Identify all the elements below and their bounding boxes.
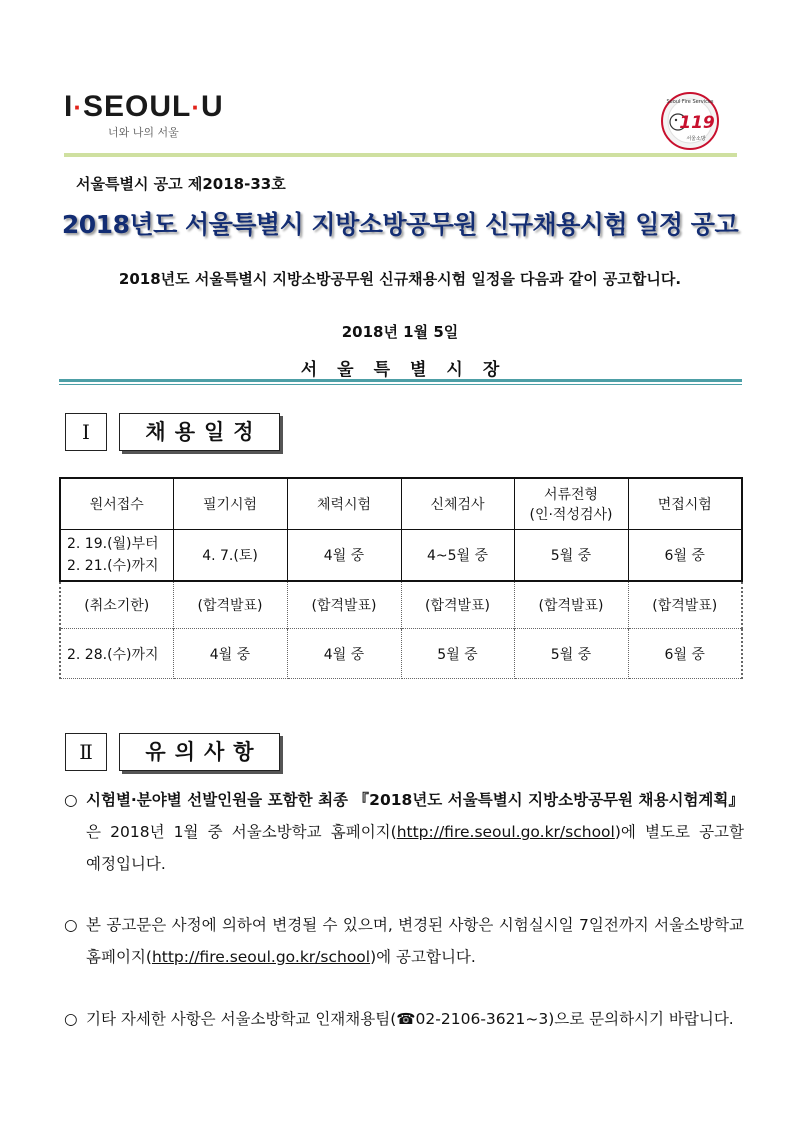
table-cell: 5월 중 (514, 530, 628, 582)
table-cell: 2. 19.(월)부터 2. 21.(수)까지 (60, 530, 173, 582)
table-cell: 5월 중 (514, 629, 628, 679)
intro-text: 2018년도 서울특별시 지방소방공무원 신규채용시험 일정을 다음과 같이 공고합니다. (118, 270, 682, 288)
table-cell: 2. 28.(수)까지 (60, 629, 173, 679)
section-2-number: Ⅱ (65, 733, 107, 771)
table-header-row (60, 478, 742, 530)
issuer-name: 서울특별시장 (300, 360, 520, 380)
bullet-circle-icon: ○ (64, 1010, 78, 1028)
table-cell: 4월 중 (287, 530, 401, 582)
header-divider (64, 153, 737, 157)
bullet-circle-icon: ○ (64, 791, 78, 809)
table-cell: 4. 7.(토) (173, 530, 287, 582)
school-homepage-link[interactable]: http://fire.seoul.go.kr/school (396, 823, 615, 841)
page-title: 2018년도 서울특별시 지방소방공무원 신규채용시험 일정 공고 (61, 210, 739, 239)
svg-text:119: 119 (679, 113, 715, 133)
section-1-number: Ⅰ (65, 413, 107, 451)
table-cell: 6월 중 (628, 530, 742, 582)
header-cell: 면접시험 (628, 478, 742, 530)
header-cell: 필기시험 (173, 478, 287, 530)
svg-text:Seoul Fire Services: Seoul Fire Services (666, 99, 714, 105)
note-item-3 (64, 1003, 744, 1035)
table-cell: 4월 중 (287, 629, 401, 679)
table-cell: 6월 중 (628, 629, 742, 679)
seoul-logo (64, 92, 224, 140)
svg-text:서울소방: 서울소방 (686, 136, 706, 142)
subheader-cell: (합격발표) (514, 581, 628, 629)
school-homepage-link[interactable]: http://fire.seoul.go.kr/school (151, 948, 371, 966)
note-text: 시험별·분야별 선발인원을 포함한 최종 『2018년도 서울특별시 지방소방공무원 채용시험계획』은 2018년 1월 중 서울소방학교 홈페이지(http://fire.seoul.go.kr/school)에 별도로 공고할 예정입니다. (86, 791, 744, 873)
section-2-title: 유의사항 (119, 733, 280, 771)
subheader-cell: (합격발표) (401, 581, 514, 629)
table-cell: 4~5월 중 (401, 530, 514, 582)
table-subheader-row (60, 581, 742, 629)
note-item-2 (64, 909, 744, 973)
note-item-1 (64, 784, 744, 880)
section-1-title: 채용일정 (119, 413, 280, 451)
header-cell: 서류전형 (인·적성검사) (514, 478, 628, 530)
note-text: 본 공고문은 사정에 의하여 변경될 수 있으며, 변경된 사항은 시험실시일 7일전까지 서울소방학교 홈페이지(http://fire.seoul.go.kr/school)에 공고합니다. (86, 916, 744, 966)
title-divider (59, 379, 742, 385)
header-cell: 체력시험 (287, 478, 401, 530)
notice-date: 2018년 1월 5일 (341, 323, 459, 341)
logo-wordmark: I·SEOUL·U (64, 90, 224, 123)
schedule-table (59, 477, 743, 679)
table-row (60, 530, 742, 582)
subheader-cell: (합격발표) (287, 581, 401, 629)
bullet-circle-icon: ○ (64, 916, 78, 934)
subheader-cell: (합격발표) (173, 581, 287, 629)
logo-slogan: 너와 나의 서울 (108, 126, 179, 139)
notice-number: 서울특별시 공고 제2018-33호 (76, 175, 286, 193)
table-row (60, 629, 742, 679)
table-cell: 5월 중 (401, 629, 514, 679)
header-cell: 신체검사 (401, 478, 514, 530)
subheader-cell: (취소기한) (60, 581, 173, 629)
subheader-cell: (합격발표) (628, 581, 742, 629)
table-cell: 4월 중 (173, 629, 287, 679)
fire-department-emblem-icon (661, 92, 719, 150)
note-text: 기타 자세한 사항은 서울소방학교 인재채용팀(☎02-2106-3621~3)으로 문의하시기 바랍니다. (86, 1010, 734, 1028)
header-cell: 원서접수 (60, 478, 173, 530)
